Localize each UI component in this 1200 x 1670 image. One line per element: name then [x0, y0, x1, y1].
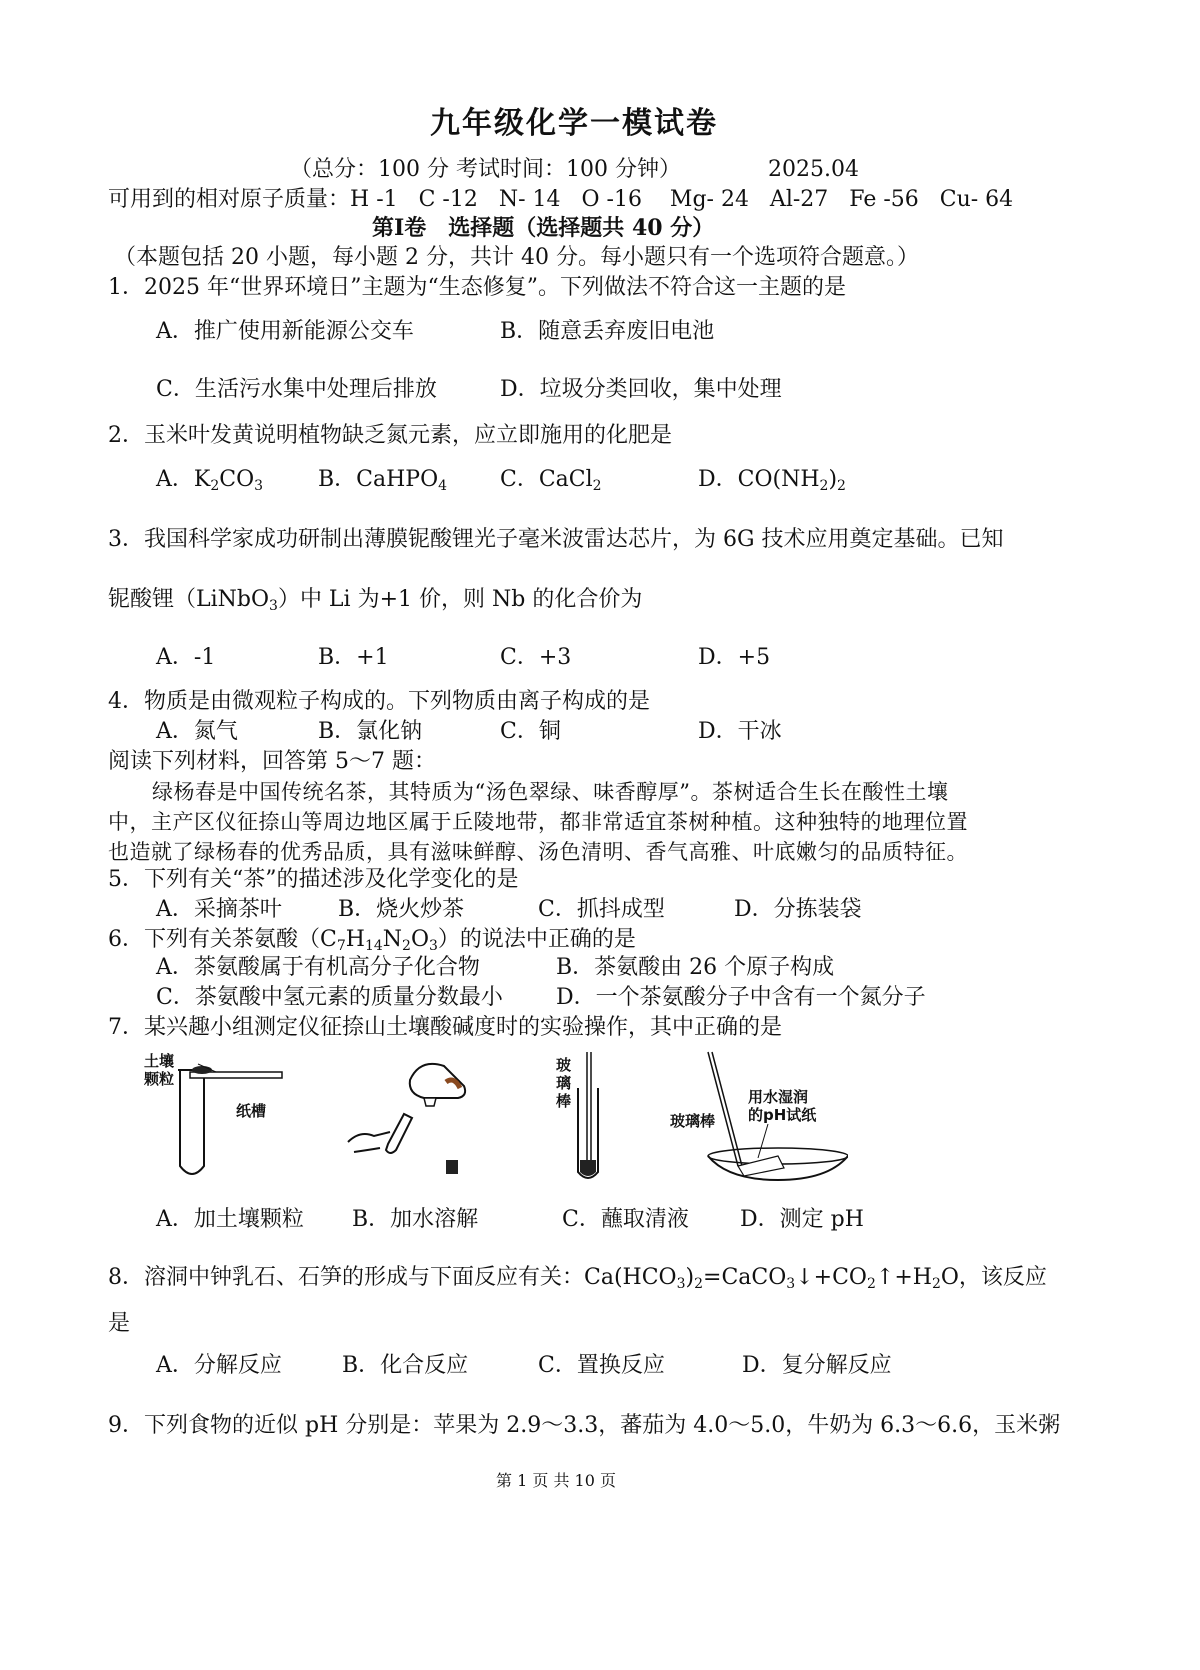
q1-option-b: B．随意丢弃废旧电池	[500, 319, 715, 344]
q6-option-d: D．一个茶氨酸分子中含有一个氮分子	[556, 985, 926, 1010]
q5-option-b: B．烧火炒茶	[338, 897, 465, 922]
q8-option-b: B．化合反应	[342, 1353, 469, 1378]
fig-a-label-trough: 纸槽	[236, 1102, 267, 1120]
q3-option-c: C．+3	[500, 645, 572, 670]
q8-option-c: C．置换反应	[538, 1353, 665, 1378]
q6-stem: 6．下列有关茶氨酸$(C_7H_{14}N_2O_3)$的说法中正确的是	[108, 927, 636, 954]
q3-option-a: A．-1	[156, 645, 216, 670]
q2-stem: 2．玉米叶发黄说明植物缺乏氮元素，应立即施用的化肥是	[108, 423, 672, 448]
fig-d-label-wet-2: 的pH试纸	[748, 1106, 817, 1124]
q5-option-a: A．采摘茶叶	[156, 897, 282, 922]
pouring-water-drawing	[340, 1052, 500, 1192]
fig-c-label-3: 棒	[556, 1092, 572, 1110]
q3-stem-continued: 铌酸锂（LiNbO$_3$）中 Li 为+1 价，则 Nb 的化合价为	[108, 587, 643, 614]
ph-paper-dish-drawing	[668, 1048, 848, 1188]
q4-option-d: D．干冰	[698, 719, 782, 744]
fig-a-label-particles: 颗粒	[144, 1070, 175, 1088]
q3-option-d: D．+5	[698, 645, 771, 670]
atomic-mass-row	[108, 186, 1013, 214]
glass-rod-tube-drawing	[550, 1048, 630, 1188]
reading-intro: 阅读下列材料，回答第 5～7 题：	[108, 749, 436, 774]
q1-option-d: D．垃圾分类回收，集中处理	[500, 377, 782, 402]
fig-d-label-wet-1: 用水湿润	[748, 1088, 809, 1106]
exam-info: （总分：100 分 考试时间：100 分钟）	[290, 157, 681, 182]
section-instruction: （本题包括 20 小题，每小题 2 分，共计 40 分。每小题只有一个选项符合题意。）	[114, 245, 919, 270]
section-title: 第Ⅰ卷 选择题（选择题共 40 分）	[372, 215, 715, 241]
q4-option-b: B．氯化钠	[318, 719, 423, 744]
atomic-mass-label: 可用到的相对原子质量：	[108, 187, 351, 212]
fig-a-label-soil: 土壤	[144, 1052, 175, 1070]
q4-stem: 4．物质是由微观粒子构成的。下列物质由离子构成的是	[108, 689, 650, 714]
q8-stem: 8．溶洞中钟乳石、石笋的形成与下面反应有关：$Ca(HCO_3)_2=CaCO_3↓+CO_2↑+H_2O$，该反应	[108, 1265, 1047, 1292]
q8-stem-continued: 是	[108, 1311, 131, 1336]
q1-option-c: C．生活污水集中处理后排放	[156, 377, 437, 402]
q1-option-a: A．推广使用新能源公交车	[156, 319, 414, 344]
q6-option-c: C．茶氨酸中氢元素的质量分数最小	[156, 985, 503, 1010]
q5-option-d: D．分拣装袋	[734, 897, 862, 922]
q7-option-c: C．蘸取清液	[562, 1207, 689, 1232]
q3-option-b: B．+1	[318, 645, 389, 670]
q5-option-c: C．抓抖成型	[538, 897, 665, 922]
q9-stem: 9．下列食物的近似 pH 分别是：苹果为 2.9～3.3，蕃茄为 4.0～5.0，牛奶为 6.3～6.6，玉米粥	[108, 1413, 1061, 1438]
figure-add-water	[340, 1052, 500, 1192]
q5-stem: 5．下列有关“茶”的描述涉及化学变化的是	[108, 867, 519, 892]
fig-c-label-1: 玻	[556, 1056, 572, 1074]
q3-stem: 3．我国科学家成功研制出薄膜铌酸锂光子毫米波雷达芯片，为 6G 技术应用奠定基础。已知	[108, 527, 1004, 552]
q4-option-a: A．氮气	[156, 719, 238, 744]
q6-option-b: B．茶氨酸由 26 个原子构成	[556, 955, 835, 980]
q7-stem: 7．某兴趣小组测定仪征捺山土壤酸碱度时的实验操作，其中正确的是	[108, 1015, 782, 1040]
page-footer: 第 1 页 共 10 页	[496, 1471, 616, 1490]
q2-option-a: A．$K_2CO_3$	[156, 467, 264, 494]
exam-date: 2025.04	[768, 157, 859, 182]
figure-dip-liquid	[550, 1048, 630, 1188]
fig-c-label-2: 璃	[556, 1074, 572, 1092]
q7-option-a: A．加土壤颗粒	[156, 1207, 304, 1232]
q2-option-c: C．CaCl$_2$	[500, 467, 602, 494]
q6-option-a: A．茶氨酸属于有机高分子化合物	[156, 955, 480, 980]
reading-paragraph-line-2: 中，主产区仪征捺山等周边地区属于丘陵地带，都非常适宜茶树种植。这种独特的地理位置	[108, 810, 968, 834]
q7-option-d: D．测定 pH	[740, 1207, 864, 1232]
q7-option-b: B．加水溶解	[352, 1207, 479, 1232]
q8-option-a: A．分解反应	[156, 1353, 282, 1378]
test-tube-trough-drawing	[140, 1048, 300, 1188]
figure-measure-ph	[668, 1048, 848, 1188]
q4-option-c: C．铜	[500, 719, 561, 744]
reading-paragraph-line-1: 绿杨春是中国传统名茶，其特质为“汤色翠绿、味香醇厚”。茶树适合生长在酸性土壤	[152, 780, 949, 804]
q2-option-b: B．CaHPO$_4$	[318, 467, 448, 494]
q2-option-d: D．$CO(NH_2)_2$	[698, 467, 846, 494]
fig-d-label-rod: 玻璃棒	[670, 1112, 716, 1130]
q1-stem: 1．2025 年“世界环境日”主题为“生态修复”。下列做法不符合这一主题的是	[108, 275, 846, 300]
atomic-mass-values: H -1 C -12 N- 14 O -16 Mg- 24 Al-27 Fe -56 Cu- 64	[350, 187, 1014, 212]
figure-add-soil	[140, 1048, 300, 1188]
reading-paragraph-line-3: 也造就了绿杨春的优秀品质，具有滋味鲜醇、汤色清明、香气高雅、叶底嫩匀的品质特征。	[108, 840, 968, 864]
page-title: 九年级化学一模试卷	[430, 106, 718, 141]
q8-option-d: D．复分解反应	[742, 1353, 892, 1378]
